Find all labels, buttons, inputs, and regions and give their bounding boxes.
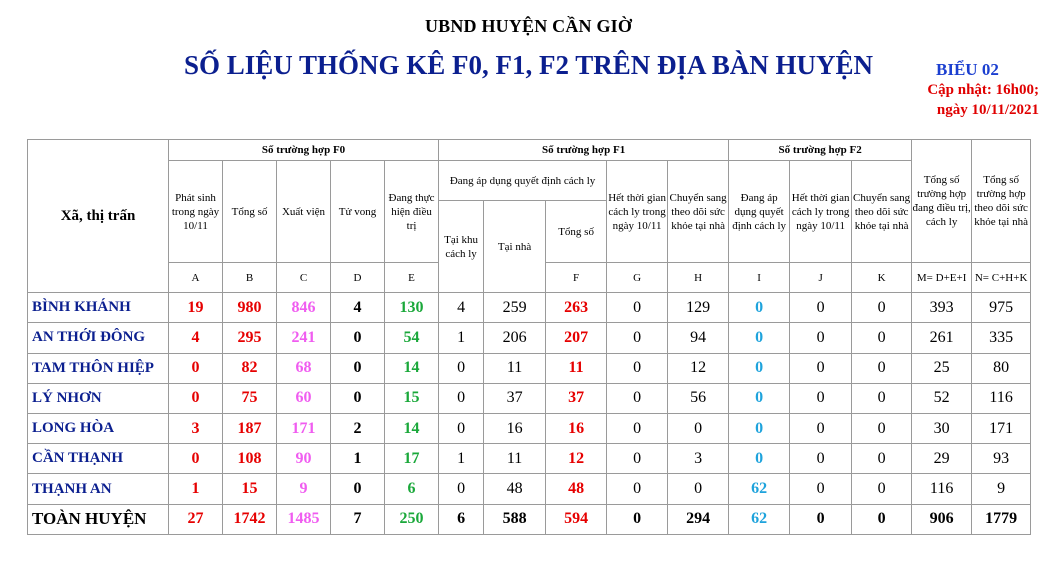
cell-j: 0 <box>790 474 852 504</box>
cell-f: 11 <box>546 353 607 383</box>
table-row <box>28 353 1031 383</box>
cell-e: 54 <box>385 323 439 353</box>
commune-name: LONG HÒA <box>28 414 169 444</box>
col-letter-f: F <box>546 262 607 292</box>
commune-header: Xã, thị trấn <box>28 140 169 293</box>
f1-home-header: Tại nhà <box>484 201 546 293</box>
cell-d: 0 <box>331 474 385 504</box>
cell-d: 0 <box>331 353 385 383</box>
cell-i: 0 <box>729 383 790 413</box>
cell-g: 0 <box>607 474 668 504</box>
cell-e: 250 <box>385 504 439 534</box>
cell-i: 0 <box>729 323 790 353</box>
cell-a: 0 <box>169 353 223 383</box>
cell-h: 94 <box>668 323 729 353</box>
f2-ended-header: Hết thời gian cách ly trong ngày 10/11 <box>790 161 852 263</box>
cell-j: 0 <box>790 353 852 383</box>
table-row <box>28 293 1031 323</box>
cell-k: 0 <box>852 444 912 474</box>
cell-b: 75 <box>223 383 277 413</box>
cell-e: 17 <box>385 444 439 474</box>
cell-n: 80 <box>972 353 1031 383</box>
col-letter-e: E <box>385 262 439 292</box>
cell-f1b: 259 <box>484 293 546 323</box>
cell-k: 0 <box>852 414 912 444</box>
cell-k: 0 <box>852 474 912 504</box>
cell-d: 1 <box>331 444 385 474</box>
cell-h: 129 <box>668 293 729 323</box>
cell-b: 108 <box>223 444 277 474</box>
f2-applying-header: Đang áp dụng quyết định cách ly <box>729 161 790 263</box>
commune-name: THẠNH AN <box>28 474 169 504</box>
total-treat-header: Tổng số trường hợp đang điều trị, cách ly <box>912 140 972 263</box>
cell-e: 15 <box>385 383 439 413</box>
f2-transfer-header: Chuyển sang theo dõi sức khỏe tại nhà <box>852 161 912 263</box>
cell-i: 62 <box>729 474 790 504</box>
cell-n: 9 <box>972 474 1031 504</box>
commune-name: CẦN THẠNH <box>28 444 169 474</box>
col-letter-k: K <box>852 262 912 292</box>
form-number: BIỂU 02 <box>936 60 999 79</box>
table-row <box>28 323 1031 353</box>
cell-e: 14 <box>385 353 439 383</box>
cell-m: 393 <box>912 293 972 323</box>
cell-g: 0 <box>607 383 668 413</box>
cell-i: 0 <box>729 293 790 323</box>
organization-name: UBND HUYỆN CẦN GIỜ <box>424 16 633 36</box>
cell-f1a: 6 <box>439 504 484 534</box>
cell-j: 0 <box>790 414 852 444</box>
table-row <box>28 383 1031 413</box>
cell-c: 68 <box>277 353 331 383</box>
cell-f1b: 16 <box>484 414 546 444</box>
cell-d: 0 <box>331 323 385 353</box>
cell-g: 0 <box>607 504 668 534</box>
cell-e: 14 <box>385 414 439 444</box>
col-letter-j: J <box>790 262 852 292</box>
col-letter-c: C <box>277 262 331 292</box>
cell-f: 263 <box>546 293 607 323</box>
cell-b: 15 <box>223 474 277 504</box>
total-row <box>28 504 1031 534</box>
cell-f: 594 <box>546 504 607 534</box>
f0-deaths-header: Tử vong <box>331 161 385 263</box>
cell-j: 0 <box>790 293 852 323</box>
cell-a: 4 <box>169 323 223 353</box>
col-letter-b: B <box>223 262 277 292</box>
cell-n: 116 <box>972 383 1031 413</box>
update-date: ngày 10/11/2021 <box>936 102 1039 118</box>
cell-h: 12 <box>668 353 729 383</box>
f1-applying-header: Đang áp dụng quyết định cách ly <box>439 161 607 201</box>
cell-f1b: 206 <box>484 323 546 353</box>
cell-b: 187 <box>223 414 277 444</box>
cell-k: 0 <box>852 293 912 323</box>
f0-total-header: Tổng số <box>223 161 277 263</box>
cell-c: 90 <box>277 444 331 474</box>
commune-name: AN THỚI ĐÔNG <box>28 323 169 353</box>
cell-a: 0 <box>169 444 223 474</box>
cell-c: 846 <box>277 293 331 323</box>
cell-b: 980 <box>223 293 277 323</box>
cell-f1a: 0 <box>439 474 484 504</box>
cell-d: 0 <box>331 383 385 413</box>
cell-m: 30 <box>912 414 972 444</box>
f0-treating-header: Đang thực hiện điều trị <box>385 161 439 263</box>
f1-ended-header: Hết thời gian cách ly trong ngày 10/11 <box>607 161 668 263</box>
cell-f1b: 588 <box>484 504 546 534</box>
cell-c: 241 <box>277 323 331 353</box>
f1-facility-header: Tại khu cách ly <box>439 201 484 293</box>
cell-n: 975 <box>972 293 1031 323</box>
col-letter-a: A <box>169 262 223 292</box>
cell-c: 9 <box>277 474 331 504</box>
cell-f1b: 48 <box>484 474 546 504</box>
update-time: Cập nhật: 16h00; <box>927 82 1039 98</box>
cell-c: 1485 <box>277 504 331 534</box>
cell-j: 0 <box>790 383 852 413</box>
f1-total-header: Tổng số <box>546 201 607 262</box>
cell-f: 37 <box>546 383 607 413</box>
cell-f1b: 37 <box>484 383 546 413</box>
cell-k: 0 <box>852 323 912 353</box>
cell-f: 207 <box>546 323 607 353</box>
cell-i: 0 <box>729 444 790 474</box>
table-row <box>28 444 1031 474</box>
cell-h: 0 <box>668 414 729 444</box>
cell-f1a: 4 <box>439 293 484 323</box>
cell-j: 0 <box>790 504 852 534</box>
cell-m: 906 <box>912 504 972 534</box>
col-letter-m: M= D+E+I <box>912 262 972 292</box>
cell-n: 335 <box>972 323 1031 353</box>
cell-k: 0 <box>852 504 912 534</box>
commune-name: TAM THÔN HIỆP <box>28 353 169 383</box>
cell-j: 0 <box>790 444 852 474</box>
cell-a: 27 <box>169 504 223 534</box>
cell-k: 0 <box>852 383 912 413</box>
cell-a: 1 <box>169 474 223 504</box>
cell-d: 7 <box>331 504 385 534</box>
cell-d: 2 <box>331 414 385 444</box>
commune-name: LÝ NHƠN <box>28 383 169 413</box>
f0-discharged-header: Xuất viện <box>277 161 331 263</box>
cell-g: 0 <box>607 414 668 444</box>
col-letter-d: D <box>331 262 385 292</box>
cell-f1a: 0 <box>439 414 484 444</box>
cell-c: 60 <box>277 383 331 413</box>
cell-a: 0 <box>169 383 223 413</box>
f1-transfer-header: Chuyển sang theo dõi sức khỏe tại nhà <box>668 161 729 263</box>
cell-n: 171 <box>972 414 1031 444</box>
cell-n: 93 <box>972 444 1031 474</box>
cell-m: 29 <box>912 444 972 474</box>
statistics-table <box>27 139 1031 535</box>
f2-group-header: Số trường hợp F2 <box>729 140 912 161</box>
cell-h: 56 <box>668 383 729 413</box>
cell-m: 25 <box>912 353 972 383</box>
cell-a: 19 <box>169 293 223 323</box>
cell-n: 1779 <box>972 504 1031 534</box>
cell-g: 0 <box>607 444 668 474</box>
f0-group-header: Số trường hợp F0 <box>169 140 439 161</box>
cell-i: 62 <box>729 504 790 534</box>
cell-i: 0 <box>729 353 790 383</box>
cell-f1a: 0 <box>439 383 484 413</box>
cell-h: 3 <box>668 444 729 474</box>
cell-f1b: 11 <box>484 444 546 474</box>
table-row <box>28 474 1031 504</box>
report-title: SỐ LIỆU THỐNG KÊ F0, F1, F2 TRÊN ĐỊA BÀN HUYỆN <box>183 50 874 80</box>
table-row <box>28 414 1031 444</box>
cell-m: 116 <box>912 474 972 504</box>
cell-a: 3 <box>169 414 223 444</box>
cell-f1b: 11 <box>484 353 546 383</box>
cell-c: 171 <box>277 414 331 444</box>
cell-b: 1742 <box>223 504 277 534</box>
cell-h: 0 <box>668 474 729 504</box>
col-letter-n: N= C+H+K <box>972 262 1031 292</box>
cell-f1a: 1 <box>439 323 484 353</box>
cell-m: 52 <box>912 383 972 413</box>
f0-new-header: Phát sinh trong ngày 10/11 <box>169 161 223 263</box>
cell-f1a: 1 <box>439 444 484 474</box>
cell-i: 0 <box>729 414 790 444</box>
cell-e: 6 <box>385 474 439 504</box>
cell-g: 0 <box>607 353 668 383</box>
cell-g: 0 <box>607 323 668 353</box>
f1-group-header: Số trường hợp F1 <box>439 140 729 161</box>
cell-m: 261 <box>912 323 972 353</box>
cell-h: 294 <box>668 504 729 534</box>
col-letter-h: H <box>668 262 729 292</box>
commune-name: TOÀN HUYỆN <box>28 504 169 534</box>
cell-f1a: 0 <box>439 353 484 383</box>
cell-f: 16 <box>546 414 607 444</box>
col-letter-g: G <box>607 262 668 292</box>
commune-name: BÌNH KHÁNH <box>28 293 169 323</box>
total-monitor-header: Tổng số trường hợp theo dõi sức khỏe tại nhà <box>972 140 1031 263</box>
cell-f: 48 <box>546 474 607 504</box>
cell-b: 82 <box>223 353 277 383</box>
cell-k: 0 <box>852 353 912 383</box>
cell-d: 4 <box>331 293 385 323</box>
cell-j: 0 <box>790 323 852 353</box>
col-letter-i: I <box>729 262 790 292</box>
cell-f: 12 <box>546 444 607 474</box>
cell-e: 130 <box>385 293 439 323</box>
cell-g: 0 <box>607 293 668 323</box>
cell-b: 295 <box>223 323 277 353</box>
